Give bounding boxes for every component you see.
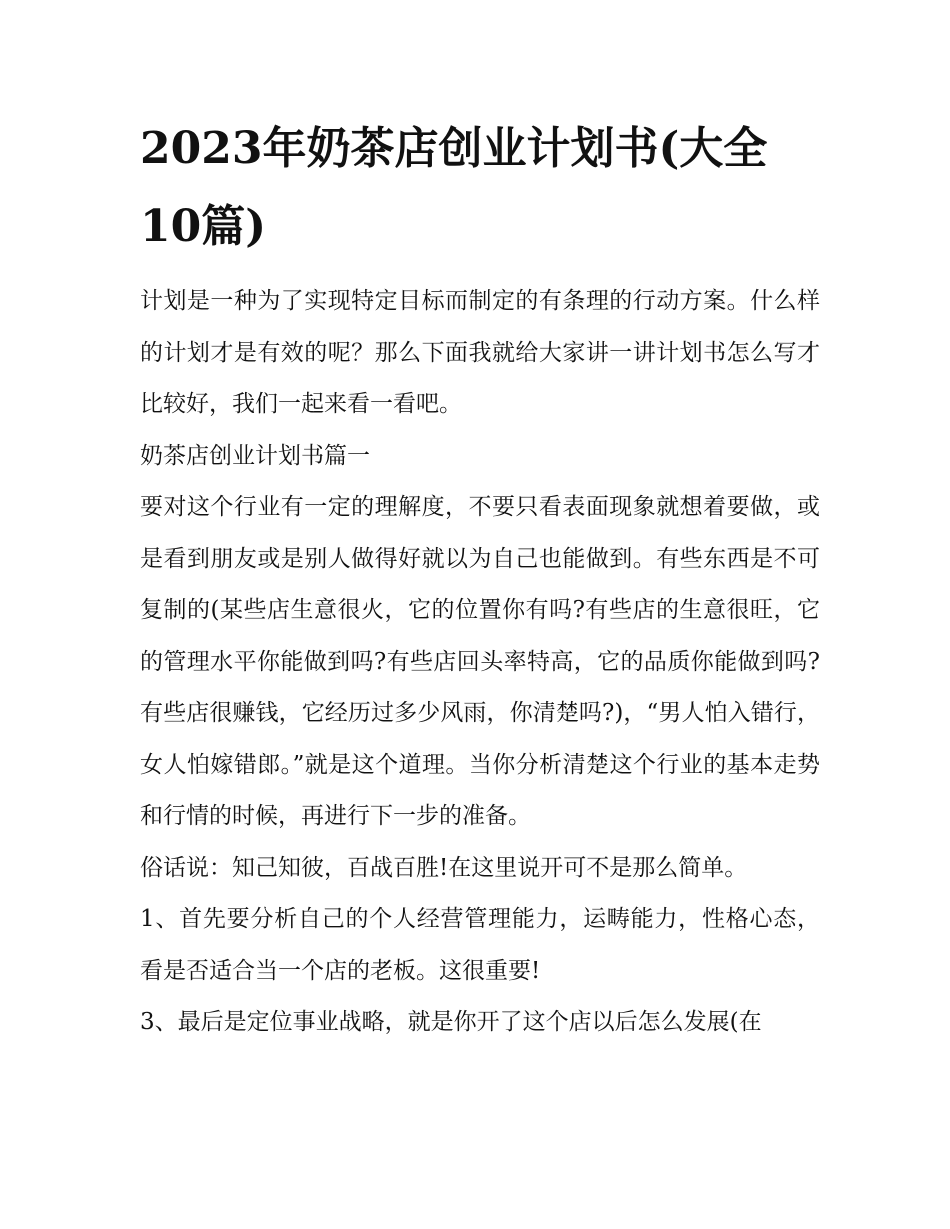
list-item: 1、首先要分析自己的个人经营管理能力，运畴能力，性格心态，看是否适合当一个店的老板。这很重要!	[140, 906, 820, 984]
section-heading: 奶茶店创业计划书篇一	[140, 442, 370, 469]
body-paragraph: 要对这个行业有一定的理解度，不要只看表面现象就想着要做，或是看到朋友或是别人做得好就以为自己也能做到。有些东西是不可复制的(某些店生意很火，它的位置你有吗?有些店的生意很旺，它的管理水平你能做到吗?有些店回头率特高，它的品质你能做到吗?有些店很赚钱，它经历过多少风雨，你清楚吗?)，“男人怕入错行，女人怕嫁错郎。”就是这个道理。当你分析清楚这个行业的基本走势和行情的时候，再进行下一步的准备。	[140, 494, 820, 829]
intro-paragraph: 计划是一种为了实现特定目标而制定的有条理的行动方案。什么样的计划才是有效的呢？那么下面我就给大家讲一讲计划书怎么写才比较好，我们一起来看一看吧。	[140, 288, 820, 417]
document-page	[140, 110, 820, 1049]
list-item: 3、最后是定位事业战略，就是你开了这个店以后怎么发展(在	[140, 1009, 762, 1035]
body-paragraph: 俗话说：知己知彼，百战百胜!在这里说开可不是那么简单。	[140, 854, 748, 881]
document-title: 2023年奶茶店创业计划书(大全10篇)	[140, 123, 768, 252]
